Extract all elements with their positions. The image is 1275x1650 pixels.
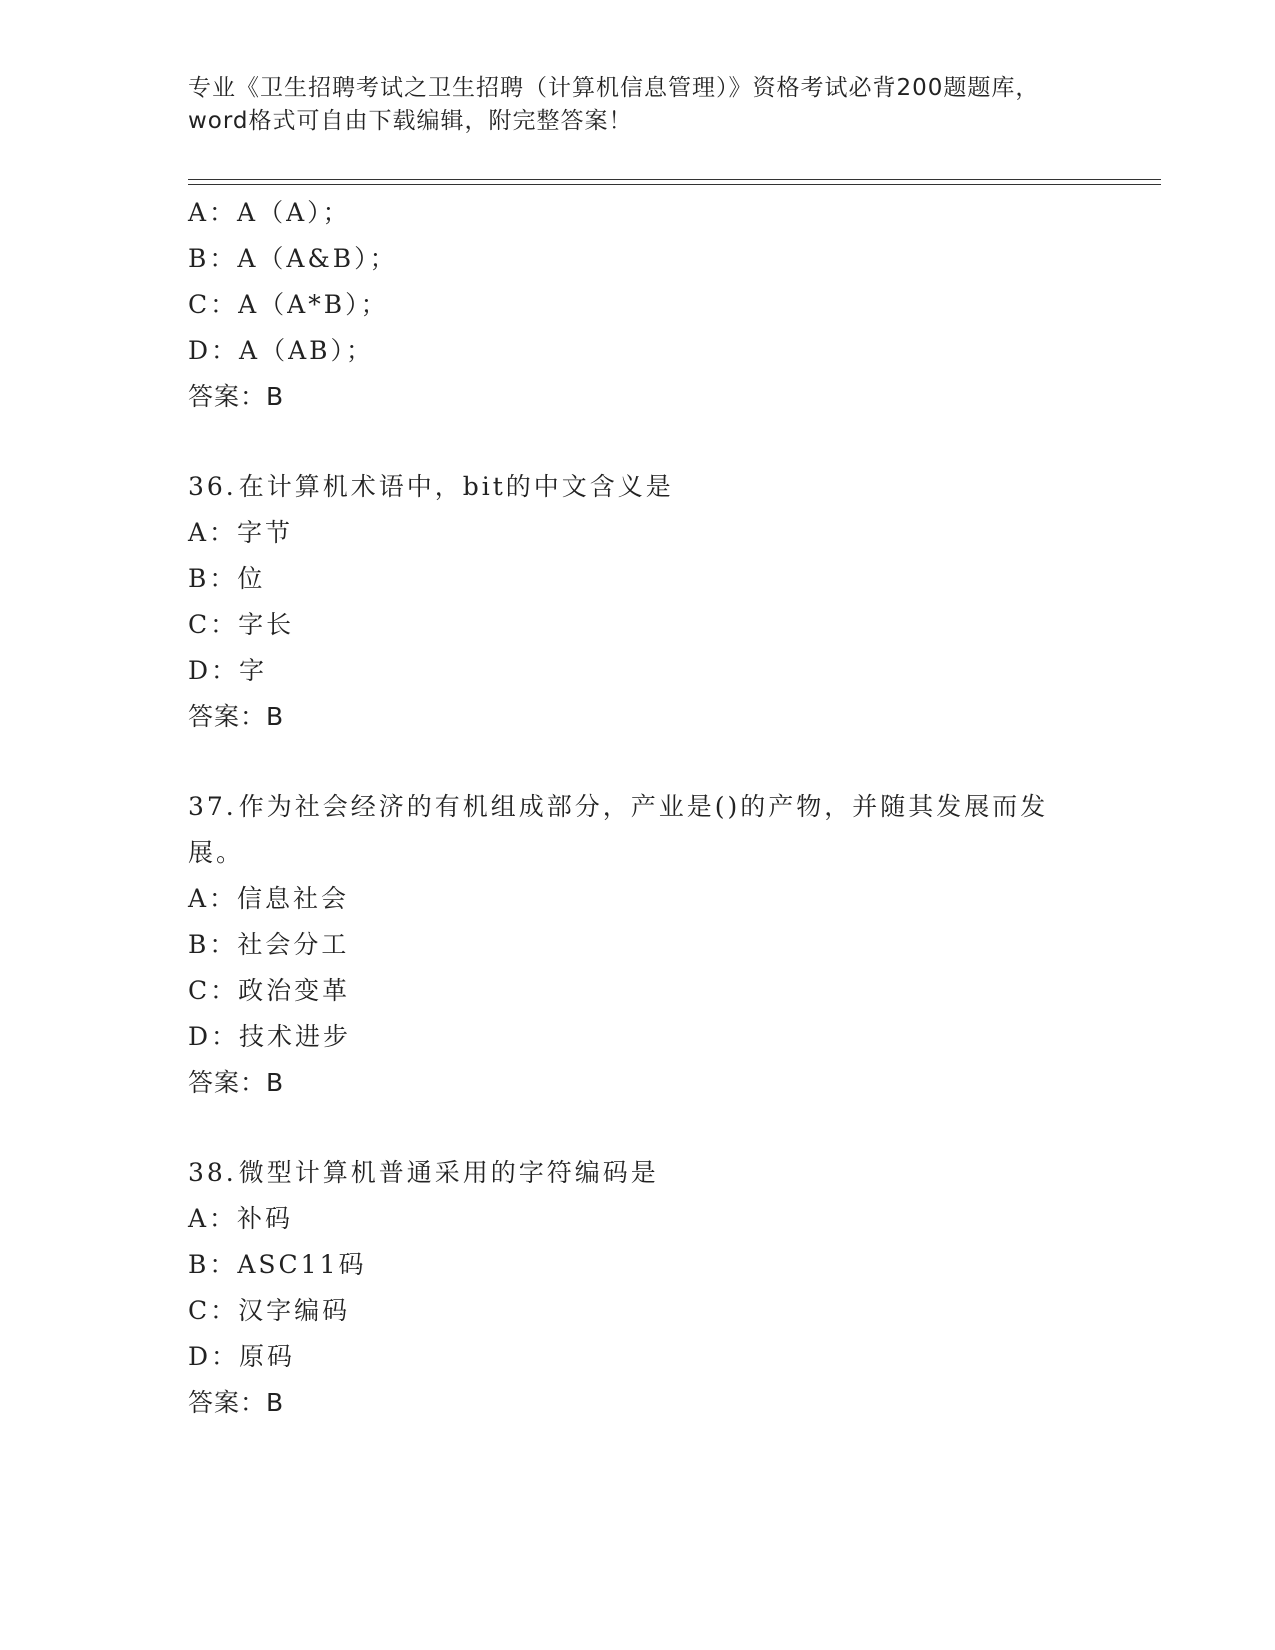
question-number: 38. bbox=[188, 1158, 237, 1187]
answer: 答案：B bbox=[188, 1388, 285, 1417]
header-divider-top bbox=[188, 179, 1161, 180]
question-number: 37. bbox=[188, 792, 237, 821]
question-block-37 bbox=[188, 784, 1088, 1106]
question-stem-line-1: 作为社会经济的有机组成部分，产业是()的产物，并随其发展而发 bbox=[238, 792, 1049, 821]
question-stem: 在计算机术语中，bit的中文含义是 bbox=[238, 472, 674, 501]
question-text bbox=[188, 784, 1088, 830]
question-text bbox=[188, 464, 1088, 510]
option-d: D：字 bbox=[188, 656, 268, 685]
question-block-35 bbox=[188, 190, 1088, 420]
option-b: B：A（A&B）； bbox=[188, 244, 398, 273]
option-b: B：社会分工 bbox=[188, 930, 350, 959]
question-number: 36. bbox=[188, 472, 237, 501]
question-stem: 微型计算机普通采用的字符编码是 bbox=[238, 1158, 659, 1187]
option-b: B：位 bbox=[188, 564, 266, 593]
option-b: B：ASC11码 bbox=[188, 1250, 367, 1279]
option-c: C：政治变革 bbox=[188, 976, 351, 1005]
answer: 答案：B bbox=[188, 382, 285, 411]
header-line-2: word格式可自由下载编辑，附完整答案！ bbox=[188, 108, 633, 134]
question-block-38 bbox=[188, 1150, 1088, 1426]
answer: 答案：B bbox=[188, 702, 285, 731]
question-block-36 bbox=[188, 464, 1088, 740]
option-d: D：A（AB）； bbox=[188, 336, 375, 365]
question-stem-line-2: 展。 bbox=[188, 838, 245, 867]
option-a: A：字节 bbox=[188, 518, 294, 547]
question-list bbox=[188, 190, 1088, 1426]
option-c: C：字长 bbox=[188, 610, 295, 639]
document-header bbox=[188, 72, 1088, 138]
option-c: C：A（A*B）； bbox=[188, 290, 389, 319]
option-d: D：技术进步 bbox=[188, 1022, 352, 1051]
header-divider-bottom bbox=[188, 184, 1161, 185]
option-a: A：A（A）； bbox=[188, 198, 351, 227]
option-a: A：信息社会 bbox=[188, 884, 350, 913]
option-c: C：汉字编码 bbox=[188, 1296, 351, 1325]
option-a: A：补码 bbox=[188, 1204, 294, 1233]
question-text bbox=[188, 1150, 1088, 1196]
option-d: D：原码 bbox=[188, 1342, 296, 1371]
header-line-1: 专业《卫生招聘考试之卫生招聘（计算机信息管理）》资格考试必背200题题库， bbox=[188, 75, 1040, 101]
answer: 答案：B bbox=[188, 1068, 285, 1097]
